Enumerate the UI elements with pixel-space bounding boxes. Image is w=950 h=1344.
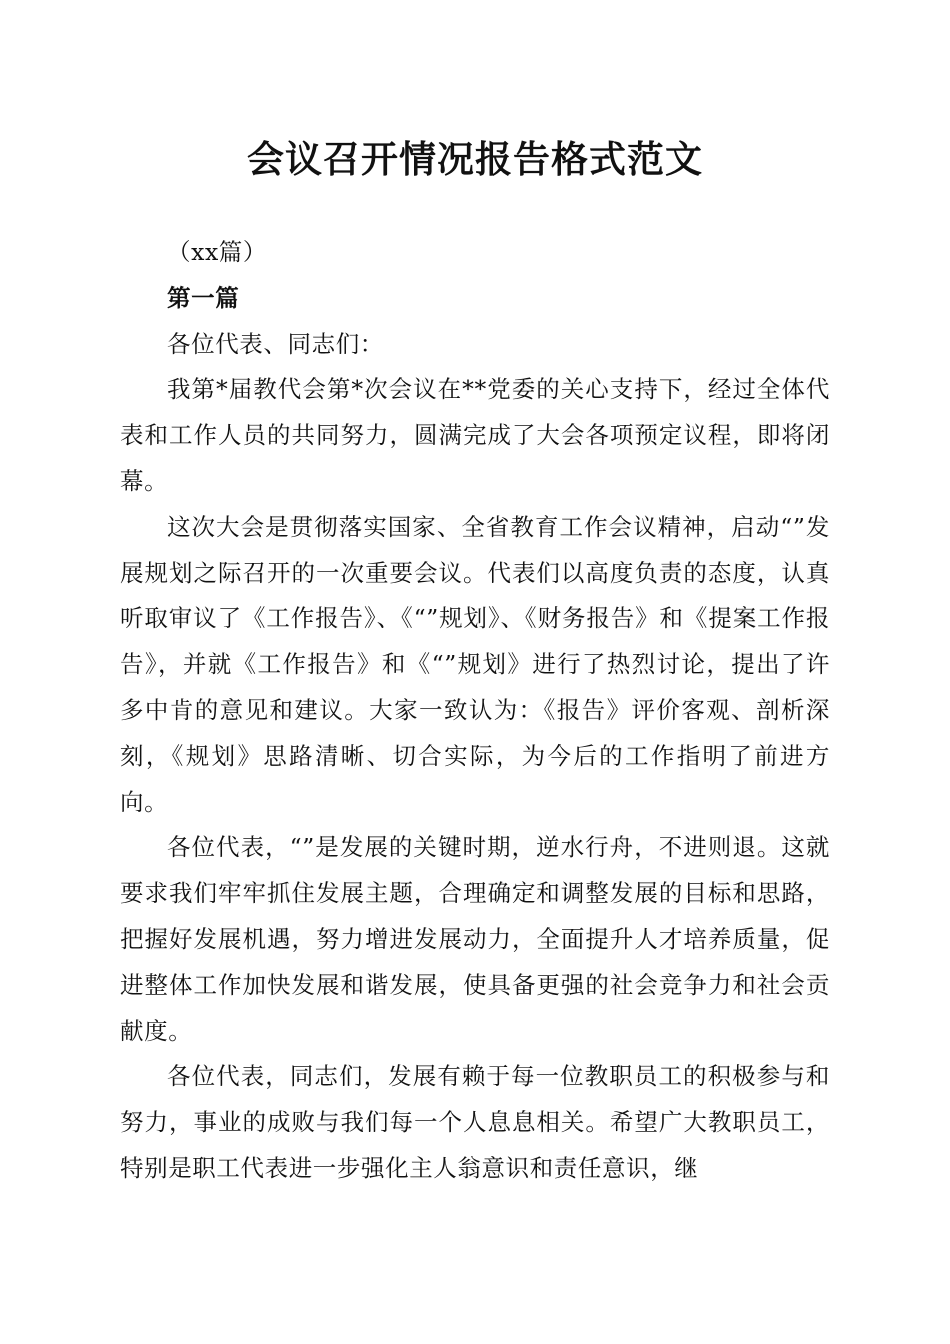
paragraph-2: 这次大会是贯彻落实国家、全省教育工作会议精神，启动“”发展规划之际召开的一次重要会议。代表们以高度负责的态度，认真听取审议了《工作报告》、《“”规划》、《财务报告》和《提案工作报告》，并就《工作报告》和《“”规划》进行了热烈讨论，提出了许多中肯的意见和建议。大家一致认为：《报告》评价客观、剖析深刻，《规划》思路清晰、切合实际，为今后的工作指明了前进方向。 bbox=[120, 512, 830, 816]
document-title: 会议召开情况报告格式范文 bbox=[247, 137, 703, 181]
section-heading: 第一篇 bbox=[167, 283, 240, 312]
salutation: 各位代表、同志们： bbox=[167, 329, 384, 358]
document-body bbox=[120, 230, 830, 1192]
paragraph-1: 我第*届教代会第*次会议在**党委的关心支持下，经过全体代表和工作人员的共同努力，圆满完成了大会各项预定议程，即将闭幕。 bbox=[120, 375, 830, 495]
subtitle-count: （xx篇） bbox=[167, 238, 268, 266]
paragraph-3: 各位代表，“”是发展的关键时期，逆水行舟，不进则退。这就要求我们牢牢抓住发展主题，合理确定和调整发展的目标和思路，把握好发展机遇，努力增进发展动力，全面提升人才培养质量，促进整体工作加快发展和谐发展，使具备更强的社会竞争力和社会贡献度。 bbox=[120, 833, 830, 1045]
paragraph-4: 各位代表，同志们，发展有赖于每一位教职员工的积极参与和努力，事业的成败与我们每一个人息息相关。希望广大教职员工，特别是职工代表进一步强化主人翁意识和责任意识，继 bbox=[120, 1062, 830, 1182]
